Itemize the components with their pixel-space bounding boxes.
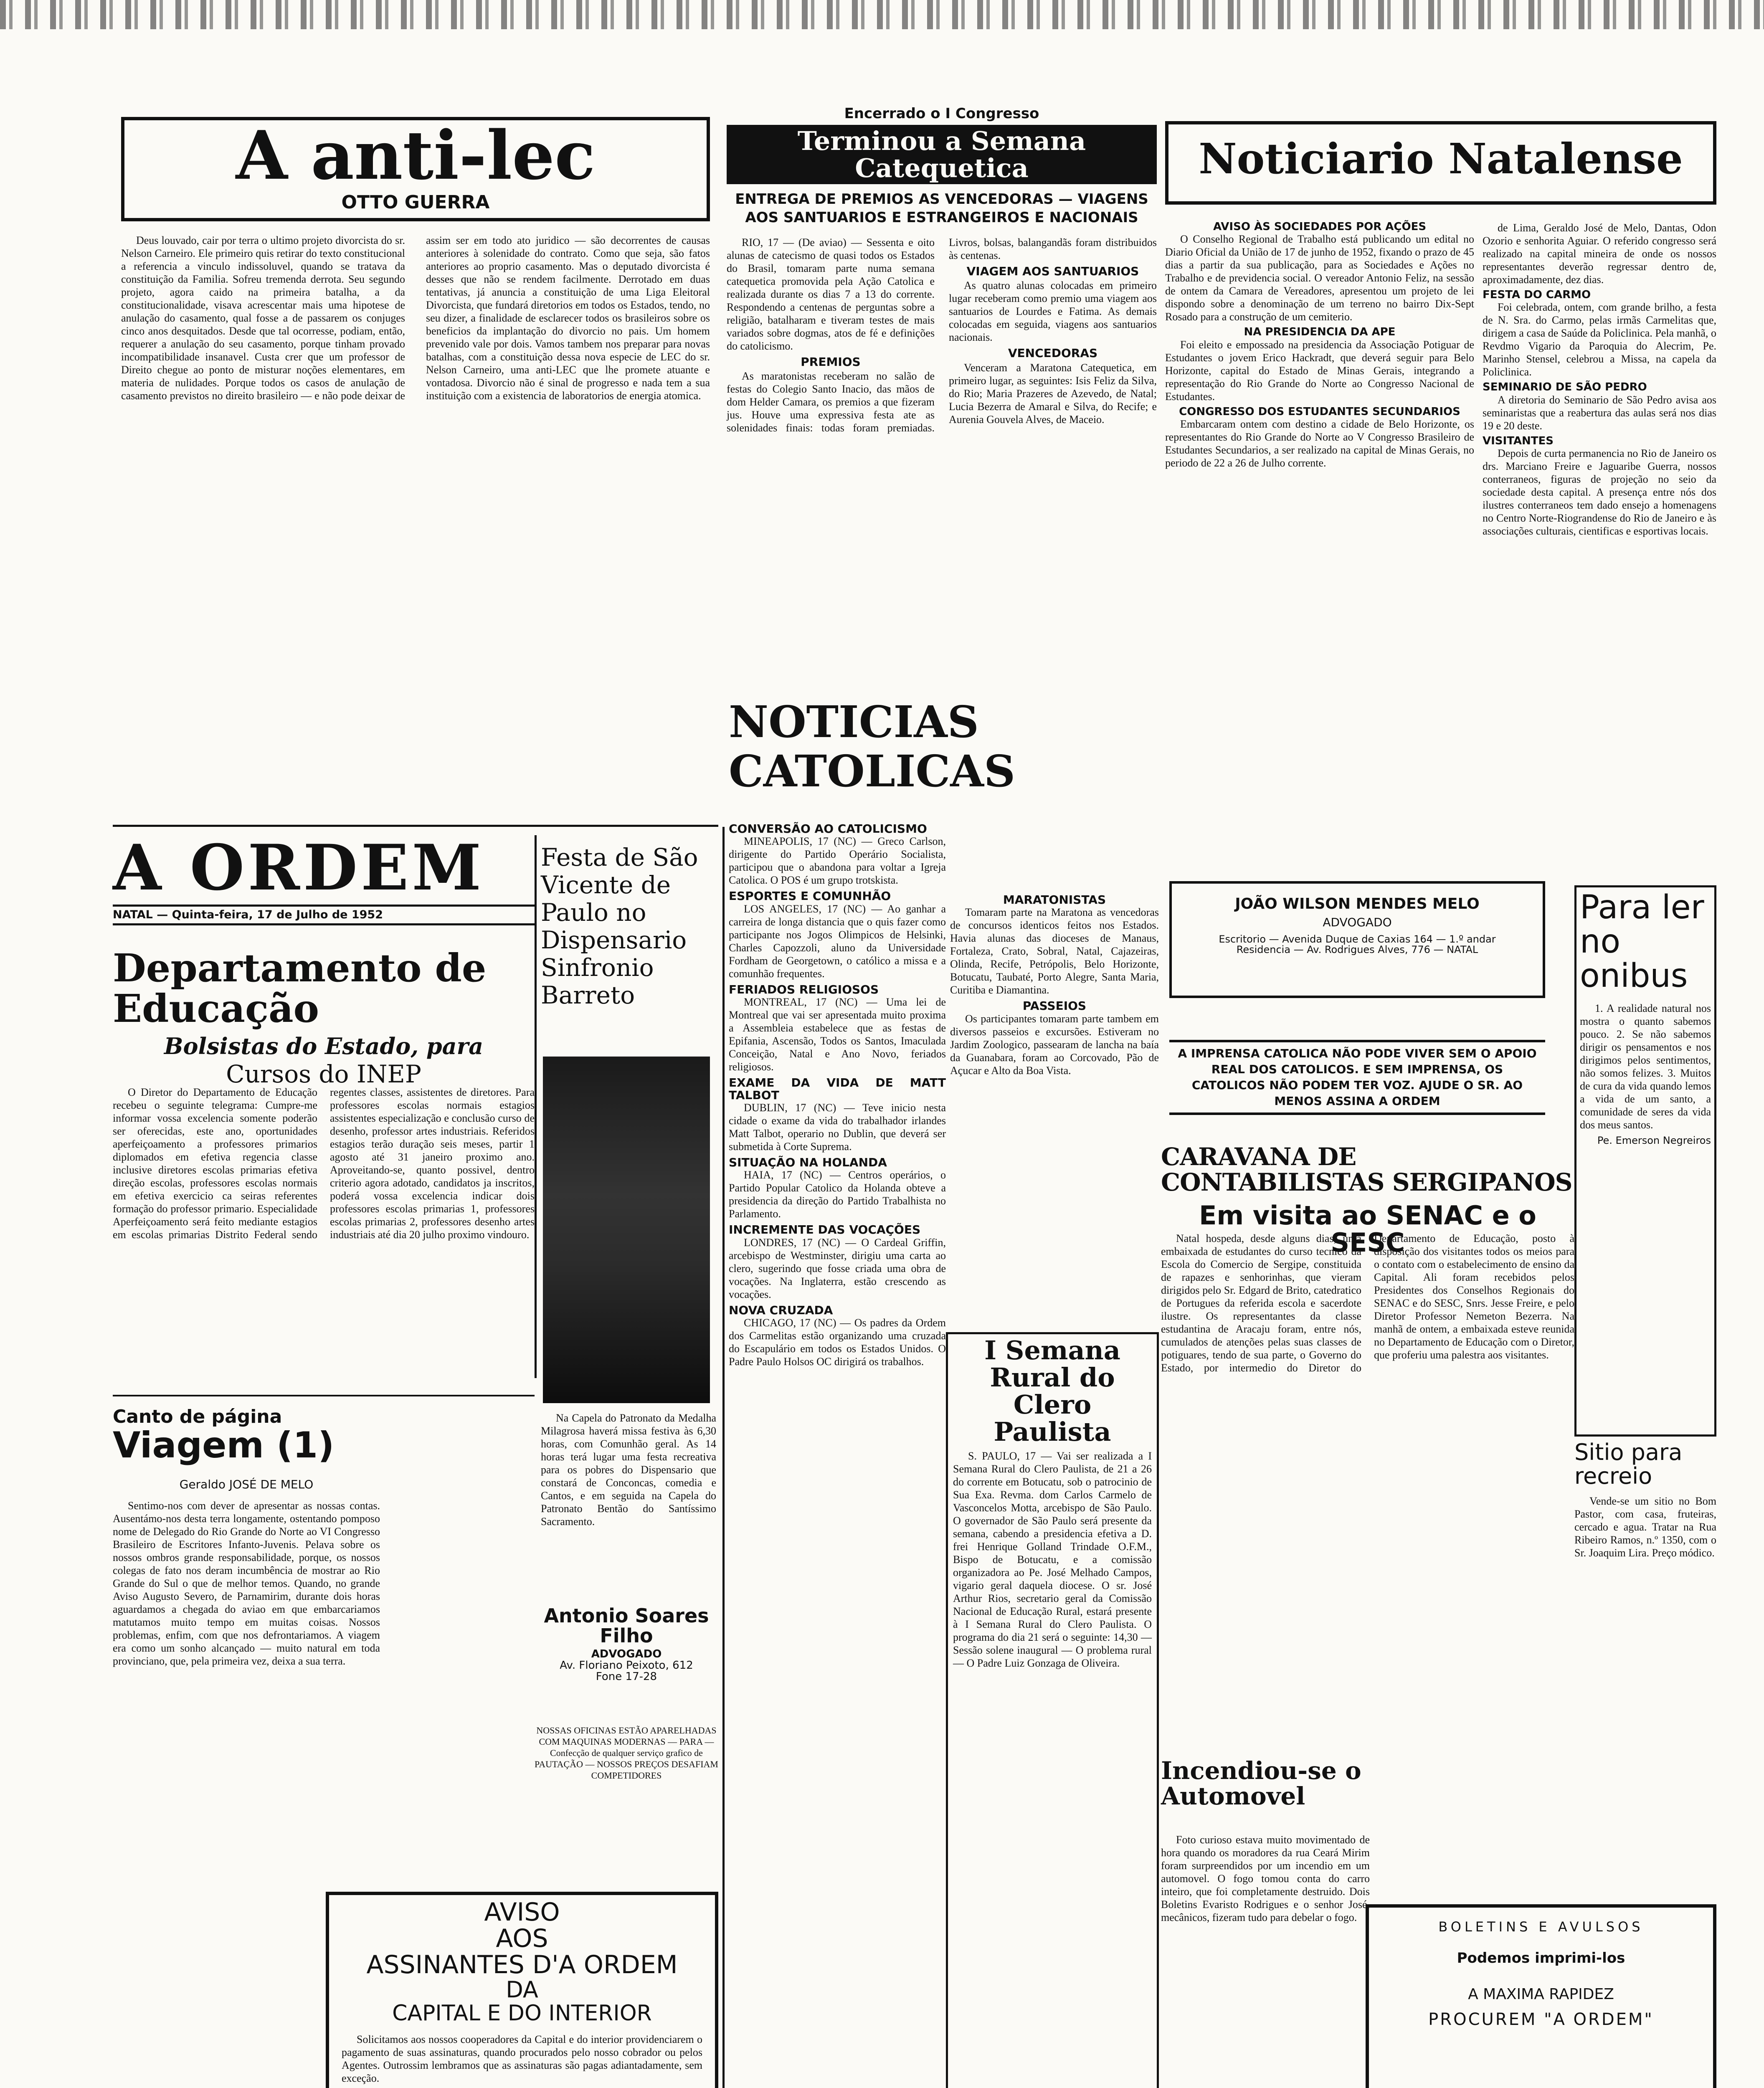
- noticias-b7: CHICAGO, 17 (NC) — Os padres da Ordem dos Carmelitas estão organizando uma cruzada do Escapulário em todos os Estados Unidos. O Padre Paulo Holsos OC dirigirá os trabalhos.: [729, 1317, 946, 1368]
- noticias-h2: ESPORTES E COMUNHÃO: [729, 889, 891, 903]
- soares-oficinas: [535, 1725, 718, 1862]
- aviso-t2: AOS: [496, 1924, 548, 1953]
- departamento-title: Departamento de Educação: [113, 945, 487, 1031]
- incendio-title: Incendiou-se o Automovel: [1161, 1756, 1361, 1810]
- ordem-dateline: NATAL — Quinta-feira, 17 de Julho de 1952: [113, 905, 535, 925]
- congresso-title: Terminou a Semana Catequetica: [727, 125, 1157, 184]
- boletins-l3: A MAXIMA RAPIDEZ: [1468, 1986, 1614, 2003]
- noticiario-col2-text: de Lima, Geraldo José de Melo, Dantas, Odon Ozorio e senhorita Aguiar. O referido congresso será realizado na capital mineira de onde os nossos representantes deverão regressar dentro de, aproximadamente, dez dias.: [1483, 222, 1716, 286]
- jwm-l1: Escritorio — Avenida Duque de Caxias 164 — 1.º andar: [1219, 933, 1496, 945]
- canto-title: Viagem (1): [113, 1424, 335, 1467]
- aviso-t1: AVISO: [484, 1898, 560, 1927]
- ordem-masthead: [113, 831, 535, 931]
- canto-text: Sentimo-nos com dever de apresentar as nossas contas. Ausentámo-nos desta terra longamente, ostentando pomposo nome de Delegado do Rio Grande do Norte ao VI Congresso Brasileiro de Escritores Infanto-Juvenis. Pelava sobre os nossos ombros grande responsabilidade, porque, os nossos colegas de fato nos deram incumbência de mostrar ao Rio Grande do Sul o que de melhor temos. Quando, no grande Aviso Augusto Severo, de Parnamirim, durante dois horas aguardamos a chegada do aviao em que embarcariamos matutamos muito tempo em muitas coisas. Nossos problemas, enfim, com que nos defrontariamos. A viagem era como um sonho alcançado — muito natural em toda provinciano, que, pela primeira vez, deixa a sua terra.: [113, 1500, 380, 1667]
- passeios-text: Os participantes tomaram parte tambem em diversos passeios e excursões. Estiveram no Jardim Zoologico, passearam de lancha na baía da Guanabara, foram ao Corcovado, Pão de Açucar e Alto da Boa Vista.: [950, 1012, 1159, 1077]
- carmo-head: FESTA DO CARMO: [1483, 289, 1591, 301]
- sitio-text: Vende-se um sitio no Bom Pastor, com casa, fruteiras, cercado e agua. Tratar na Rua Ribeiro Ramos, n.º 1350, com o Sr. Joaquim Lira. Preço módico.: [1574, 1495, 1716, 1559]
- canto-header: [113, 1407, 380, 1478]
- noticias-h6: INCREMENTE DAS VOCAÇÕES: [729, 1223, 921, 1237]
- noticias-h4: EXAME DA VIDA DE MATT TALBOT: [729, 1076, 946, 1102]
- noticias-h3: FERIADOS RELIGIOSOS: [729, 982, 879, 996]
- noticiario-title: Noticiario Natalense: [1199, 134, 1683, 183]
- departamento-sub1: Bolsistas do Estado, para: [164, 1033, 484, 1060]
- lerr-body: [1580, 1002, 1711, 1131]
- carmo-text: Foi celebrada, ontem, com grande brilho, a festa de N. Sra. do Carmo, pelas irmãs Carmelitas que, dirigem a casa de Saúde da Policlinica. Pela manhã, o Revdmo Vigario da Paroquia do Alecrim, Pe. Marinho Stensel, celebrou a Missa, na capela da Policlinica.: [1483, 301, 1716, 378]
- scan-edge-noise: [0, 0, 1764, 29]
- maratonistas-text: Tomaram parte na Maratona as vencedoras de concursos identicos feitos nos Estados. Havia alunas das dioceses de Manaus, Fortaleza, Crato, Sobral, Natal, Cajazeiras, Olinda, Recife, Petrópolis, Belo Horizonte, Botucatu, Taubaté, Porto Alegre, Santa Maria, Curitiba e Diamantina.: [950, 906, 1159, 996]
- seminario-text: A diretoria do Seminario de São Pedro avisa aos seminaristas que a reabertura das aulas será nos dias 19 e 20 deste.: [1483, 393, 1716, 432]
- vencedoras-head: VENCEDORAS: [1008, 346, 1098, 360]
- semana-rural-body: [953, 1449, 1152, 1670]
- caravana-title: CARAVANA DE CONTABILISTAS SERGIPANOS: [1161, 1143, 1572, 1196]
- aviso-t5: CAPITAL E DO INTERIOR: [392, 2000, 652, 2026]
- soares-ad: [535, 1606, 718, 1718]
- sinfronio-caption-text: Na Capela do Patronato da Medalha Milagrosa haverá missa festiva às 6,30 horas, com Comunhão geral. As 14 horas terá lugar uma festa recreativa para os pobres do Dispensario que constará de Conconcas, comedia e Cantos, e em seguida na Capela do Patronato Bentão do Santíssimo Sacramento.: [541, 1412, 716, 1528]
- noticiario-sub3: CONGRESSO DOS ESTUDANTES SECUNDARIOS: [1179, 405, 1460, 418]
- sinfronio-photo: [543, 1057, 710, 1403]
- noticias-h5: SITUAÇÃO NA HOLANDA: [729, 1155, 887, 1169]
- ordem-title: A ORDEM: [113, 831, 485, 905]
- sinfronio-title: Festa de São Vicente de Paulo no Dispensario Sinfronio Barreto: [541, 843, 698, 1009]
- caravana-header: [1161, 1143, 1574, 1258]
- visitantes-head: VISITANTES: [1483, 434, 1554, 447]
- departamento-header: [113, 945, 535, 1088]
- column-rule: [535, 835, 537, 1378]
- lerr-box: [1574, 885, 1716, 1437]
- sinfronio-caption: [541, 1411, 716, 1595]
- seminario-head: SEMINARIO DE SÃO PEDRO: [1483, 381, 1647, 394]
- noticiario-body1: O Conselho Regional de Trabalho está publicando um edital no Diario Oficial da União de 17 de junho de 1952, fixando o prazo de 45 dias a partir da sua publicação, para as Sociedades e Ações no Trabalho e de previdencia social. O vereador Antonio Feliz, na sessão de ontem da Camara de Vereadores, apresentou um projeto de lei dispondo sobre a denominação de um terreno no bairro Dix-Sept Rosado para a construção de um cemiterio.: [1165, 233, 1474, 323]
- congresso-header: [727, 106, 1157, 232]
- congresso-subtitle: ENTREGA DE PREMIOS AS VENCEDORAS — VIAGENS AOS SANTUARIOS E ESTRANGEIROS E NACIONAIS: [735, 190, 1148, 226]
- noticias-h1: CONVERSÃO AO CATOLICISMO: [729, 822, 927, 836]
- jwm-ad: [1169, 881, 1545, 998]
- boletins-l4: PROCUREM "A ORDEM": [1428, 2010, 1654, 2030]
- soares-name: Antonio Soares Filho: [544, 1604, 709, 1647]
- anti-lec-author: OTTO GUERRA: [341, 192, 490, 213]
- premios-text: As maratonistas receberam no salão de festas do Colegio Santo Inacio, das mãos de dom Helder Camara, os premios a que fizeram jus. Houve uma expressiva festa ate as solenidades finais: todas foram premiadas. Livros, bolsas, balangandãs foram distribuidos às centenas.: [727, 236, 1157, 434]
- semana-rural-box: [946, 1332, 1159, 2088]
- departamento-body: [113, 1086, 535, 1391]
- maratonistas-head: MARATONISTAS: [1003, 893, 1106, 907]
- lerr-author: Pe. Emerson Negreiros: [1597, 1134, 1711, 1146]
- divider: [113, 825, 718, 827]
- maratonistas-col: [950, 894, 1159, 1324]
- noticiario-col2: [1483, 221, 1716, 873]
- departamento-text: O Diretor do Departamento de Educação recebeu o seguinte telegrama: Cumpre-me informar vossa excelencia somente poderão ser oferecidas, este ano, oportunidades aperfeiçoamento a professores primarios diplomados em efetiva regencia classe inclusive diretores escolas primarias efetiva direção escolas, professores escolas normais em efetiva exercicio ca seiras referentes formação do professor primario. Especialidade Aperfeiçoamento será feito mediante estagios em escolas primarias Distrito Federal sendo regentes classes, assistentes de diretores. Para professores escolas normais estagios assistentes especialização e conclusão curso de desenho, professor artes industriais. Referidos estagios terão duração seis meses, partir 1 agosto até 31 janeiro proximo ano. Aproveitando-se, quanto possivel, dentro criterio agora adotado, candidatos ja inscritos, poderá vossa excelencia indicar dois professores escolas primarias 1, professores escolas primarias 2, professores desenho artes industriais até dia 20 julho proximo vindouro.: [113, 1086, 535, 1241]
- semana-rural-text: S. PAULO, 17 — Vai ser realizada a I Semana Rural do Clero Paulista, de 21 a 26 do corrente em Botucatu, sob o patrocinio de Sua Exa. Revma. dom Carlos Carmelo de Vasconcelos Motta, arcebispo de São Paulo. O governador de São Paulo será presente da semana, cabendo a presidencia efetiva a D. frei Henrique Golland Trindade O.F.M., Bispo de Botucatu, e a comissão organizadora ao Pe. José Melhado Campos, vigario geral daquela diocese. O sr. José Arthur Rios, secretario geral da Comissão Nacional de Educação Rural, estará presente à I Semana Rural do Clero Paulista. O programa do dia 21 será o seguinte: 14,30 — Sessão solene inaugural — O problema rural — O Padre Luiz Gonzaga de Oliveira.: [953, 1450, 1152, 1670]
- column-rule: [722, 827, 725, 2088]
- visitantes-text: Depois de curta permanencia no Rio de Janeiro os drs. Marciano Freire e Jaguaribe Guerra, nossos conterraneos, figuras de projeção no seio da sociedade desta capital. A presença entre nós dos ilustres conterraneos tem dado ensejo a homenagens no Centro Norte-Riograndense do Rio de Janeiro e às associações culturais, cientificas e esportivas locais.: [1483, 447, 1716, 537]
- boletins-box: [1366, 1904, 1716, 2088]
- imprensa-text: A IMPRENSA CATOLICA NÃO PODE VIVER SEM O APOIO REAL DOS CATOLICOS. E SEM IMPRENSA, OS CATOLICOS NÃO PODEM TER VOZ. AJUDE O SR. AO MENOS ASSINA A ORDEM: [1178, 1047, 1537, 1108]
- noticias-b1: MINEAPOLIS, 17 (NC) — Greco Carlson, dirigente do Partido Operário Socialista, participou que o abandona para voltar a Igreja Catolica. O POS é um grupo trotskista.: [729, 835, 946, 887]
- aviso-t4: DA: [506, 1977, 538, 2003]
- soares-phone: Fone 17-28: [596, 1670, 657, 1683]
- viagem-text: As quatro alunas colocadas em primeiro lugar receberam como premio uma viagem aos santuarios de Lourdes e Fatima. As demais colocadas em seguida, viagens aos santuarios nacionais.: [949, 279, 1157, 344]
- noticias-b5: HAIA, 17 (NC) — Centros operários, o Partido Popular Catolico da Holanda obteve a presidencia da direção do Partido Trabalhista no Parlamento.: [729, 1169, 946, 1220]
- incendio-body: [1161, 1833, 1370, 2088]
- aviso-t3: ASSINANTES D'A ORDEM: [366, 1950, 678, 1979]
- noticias-title: NOTICIAS CATOLICAS: [729, 696, 1016, 797]
- noticias-b3: MONTREAL, 17 (NC) — Uma lei de Montreal que vai ser apresentada muito proxima a Assembleia estabelece que as festas de Epifania, Ascensão, Todos os Santos, Imaculada Conceição, Natal e Ano Novo, feriados religiosos.: [729, 996, 946, 1073]
- noticiario-body3: Embarcaram ontem com destino a cidade de Belo Horizonte, os representantes do Rio Grande do Norte ao V Congresso Brasileiro de Estudantes Secundarios, a ser realizado na capital de Minas Gerais, no periodo de 22 a 26 de Julho corrente.: [1165, 418, 1474, 469]
- noticias-b4: DUBLIN, 17 (NC) — Teve inicio nesta cidade o exame da vida do trabalhador irlandes Matt Talbot, operario no Dublin, que deverá ser submetida à Corte Suprema.: [729, 1101, 946, 1153]
- lerr-text: 1. A realidade natural nos mostra o quanto sabemos pouco. 2. Se não sabemos dirigir os pensamentos e nos dirigimos pelos sentimentos, não somos felizes. 3. Muitos de cura da vida quando lemos a vida de um santo, a comunidade de seres da vida dos meus santos.: [1580, 1002, 1711, 1131]
- soares-addr: Av. Floriano Peixoto, 612: [560, 1659, 693, 1672]
- vencedoras-text: Venceram a Maratona Catequetica, em primeiro lugar, as seguintes: Isis Feliz da Silva, do Rio; Maria Prazeres de Azevedo, de Natal; Lucia Bezerra de Amaral e Silva, do Recife; e Aurenia Gouvela Alves, de Maceio.: [949, 361, 1157, 426]
- premios-head: PREMIOS: [801, 355, 861, 369]
- canto-head: Canto de página: [113, 1406, 282, 1427]
- sitio-title: Sitio para recreio: [1574, 1439, 1683, 1489]
- jwm-name: JOÃO WILSON MENDES MELO: [1235, 895, 1480, 912]
- sitio-body: [1574, 1495, 1716, 1559]
- anti-lec-title: A anti-lec: [236, 116, 596, 195]
- noticias-b2: LOS ANGELES, 17 (NC) — Ao ganhar a carreira de longa distancia que o quis fazer como participante nos Jogos Olimpicos de Helsinki, Charles Capozzoli, aluno da Universidade Fordham de Georgetown, o católico a missa e a comunhão frequentes.: [729, 902, 946, 980]
- noticias-b6: LONDRES, 17 (NC) — O Cardeal Griffin, arcebispo de Westminster, dirigiu uma carta ao clero, sugerindo que fosse criada uma obra de vocações. Na Inglaterra, estão crescendo as vocações.: [729, 1236, 946, 1300]
- viagem-head: VIAGEM AOS SANTUARIOS: [966, 264, 1139, 278]
- anti-lec-title-box: [121, 117, 710, 221]
- caravana-body: [1161, 1232, 1574, 1762]
- boletins-l1: BOLETINS E AVULSOS: [1438, 1919, 1644, 1935]
- jwm-l2: Residencia — Av. Rodrigues Alves, 776 — NATAL: [1236, 944, 1478, 956]
- anti-lec-text: Deus louvado, cair por terra o ultimo projeto divorcista do sr. Nelson Carneiro. Ele primeiro quis retirar do texto constitucional a referencia a vinculo indissoluvel, quando se tratava da constituição da Familia. Sofreu tremenda derrota. Seu segundo projeto, agora caido na primeira batalha, a da constitucionalidade, visava acrescentar mais uma hipotese de anulação do casamento, qual fosse a de passarem os conjuges cinco anos desquitados. Desde que tal ocorresse, podiam, então, requerer a anulação do seu casamento, porque tinham provado incompatibilidade insanavel. Custa crer que um professor de Direito chegue ao ponto de misturar noções elementares, em materia de nulidades. Porque todos os casos de anulação de casamento previstos no direito brasileiro — e não pode deixar de assim ser em todo ato juridico — são decorrentes de causas anteriores à solenidade do contrato. Como que seja, são fatos anteriores ao proprio casamento. Mas o deputado divorcista é desses que não se rendem facilmente. Derrotado em duas tentativas, já anuncia a constituição de uma Liga Eleitoral Divorcista, que fundará diretorios em todos os Estados, tendo, no seu dizer, a finalidade de esclarecer todos os brasileiros sobre os beneficios da implantação do divorcio no pais. Um homem prevenido vale por dois. Vamos tambem nos preparar para novas batalhas, com a constituição dessa nova especie de LEC do sr. Nelson Carneiro, uma anti-LEC que lhe promete atuante e vontadosa. Divorcio não é sinal de progresso e nada tem a sua instituição com a existencia de laboratorios de energia atomica.: [121, 234, 710, 402]
- jwm-role: ADVOGADO: [1323, 915, 1392, 929]
- congresso-kicker: Encerrado o I Congresso: [844, 105, 1039, 122]
- sitio-ad: [1574, 1441, 1716, 1762]
- noticiario-title-box: [1165, 121, 1716, 205]
- imprensa-box: [1169, 1040, 1545, 1115]
- noticias-h7: NOVA CRUZADA: [729, 1303, 833, 1317]
- passeios-head: PASSEIOS: [1022, 999, 1087, 1013]
- congresso-text: RIO, 17 — (De aviao) — Sessenta e oito alunas de catecismo de quasi todos os Estados do Brasil, tomaram parte numa semana catequetica promovida pela Ação Catolica e realizada durante os dias 7 a 13 do corrente. Respondendo a centenas de perguntas sobre a religião, batalharam e tiveram testes de mais variados sobre dogmas, atos de fé e definições do catolicismo.: [727, 236, 935, 352]
- caravana-text: Natal hospeda, desde alguns dias, uma embaixada de estudantes do curso tecnico da Escola do Comercio de Sergipe, constituida de rapazes e senhorinhas, que vieram dirigidos pelo Sr. Edgard de Brito, catedratico de Portugues da referida escola e sacerdote ilustre. Os representantes da classe estudantina de Aracaju foram, entre nós, cumulados de atenções pelas suas classes de potiguares, tendo de sua parte, o Governo do Estado, por intermedio do Diretor do Departamento de Educação, posto à disposição dos visitantes todos os meios para o contato com o estabelecimento de ensino da Capital. Ali foram recebidos pelos Presidentes dos Conselhos Regionais do SENAC e do SESC, Snrs. Jesse Freire, e pelo Diretor Professor Nemeton Bezerra. Na manhã de ontem, a embaixada esteve reunida no Departamento de Educação com o Diretor, que proferiu uma palestra aos visitantes.: [1161, 1232, 1574, 1374]
- boletins-l2: Podemos imprimi-los: [1457, 1949, 1625, 1966]
- aviso-text: Solicitamos aos nossos cooperadores da Capital e do interior providenciarem o pagamento de suas assinaturas, quando procurados pelo nosso cobrador ou pelos Agentes. Outrossim lembramos que as assinaturas são pagas adiantadamente, sem exceção.: [342, 2033, 702, 2085]
- noticiario-body2: Foi eleito e empossado na presidencia da Associação Potiguar de Estudantes o jovem Erico Hackradt, que deverá seguir para Belo Horizonte, capital do Estado de Minas Gerais, integrando a representação do Rio Grande do Norte ao Congresso Nacional de Estudantes.: [1165, 338, 1474, 403]
- noticias-body: [729, 823, 946, 2088]
- caravana-subtitle: Em visita ao SENAC e o SESC: [1199, 1200, 1536, 1258]
- noticiario-sub2: NA PRESIDENCIA DA APE: [1244, 326, 1396, 339]
- noticiario-sub1: AVISO ÀS SOCIEDADES POR AÇÕES: [1213, 220, 1427, 233]
- aviso-box: [326, 1892, 718, 2088]
- anti-lec-body: [121, 234, 710, 818]
- aviso-body: [342, 2033, 702, 2085]
- soares-role: ADVOGADO: [591, 1647, 662, 1660]
- divider: [113, 1395, 535, 1396]
- noticiario-col1: [1165, 221, 1474, 793]
- semana-rural-title: I Semana Rural do Clero Paulista: [984, 1335, 1120, 1447]
- soares-note: NOSSAS OFICINAS ESTÃO APARELHADAS COM MAQUINAS MODERNAS — PARA — Confecção de qualquer serviço grafico de PAUTAÇÃO — NOSSOS PREÇOS DESAFIAM COMPETIDORES: [535, 1725, 718, 1781]
- departamento-sub2: Cursos do INEP: [226, 1059, 421, 1088]
- incendio-text: Foto curioso estava muito movimentado de hora quando os moradores da rua Ceará Mirim foram surpreendidos por um incendio em um automovel. O fogo tomou conta do carro inteiro, que foi completamente destruido. Dois Boletins Evaristo Rodrigues e o senhor José, mecânicos, fizeram tudo para debelar o fogo.: [1161, 1834, 1370, 1923]
- lerr-title: Para ler no onibus: [1580, 889, 1704, 995]
- canto-author: Geraldo JOSÉ DE MELO: [179, 1477, 314, 1491]
